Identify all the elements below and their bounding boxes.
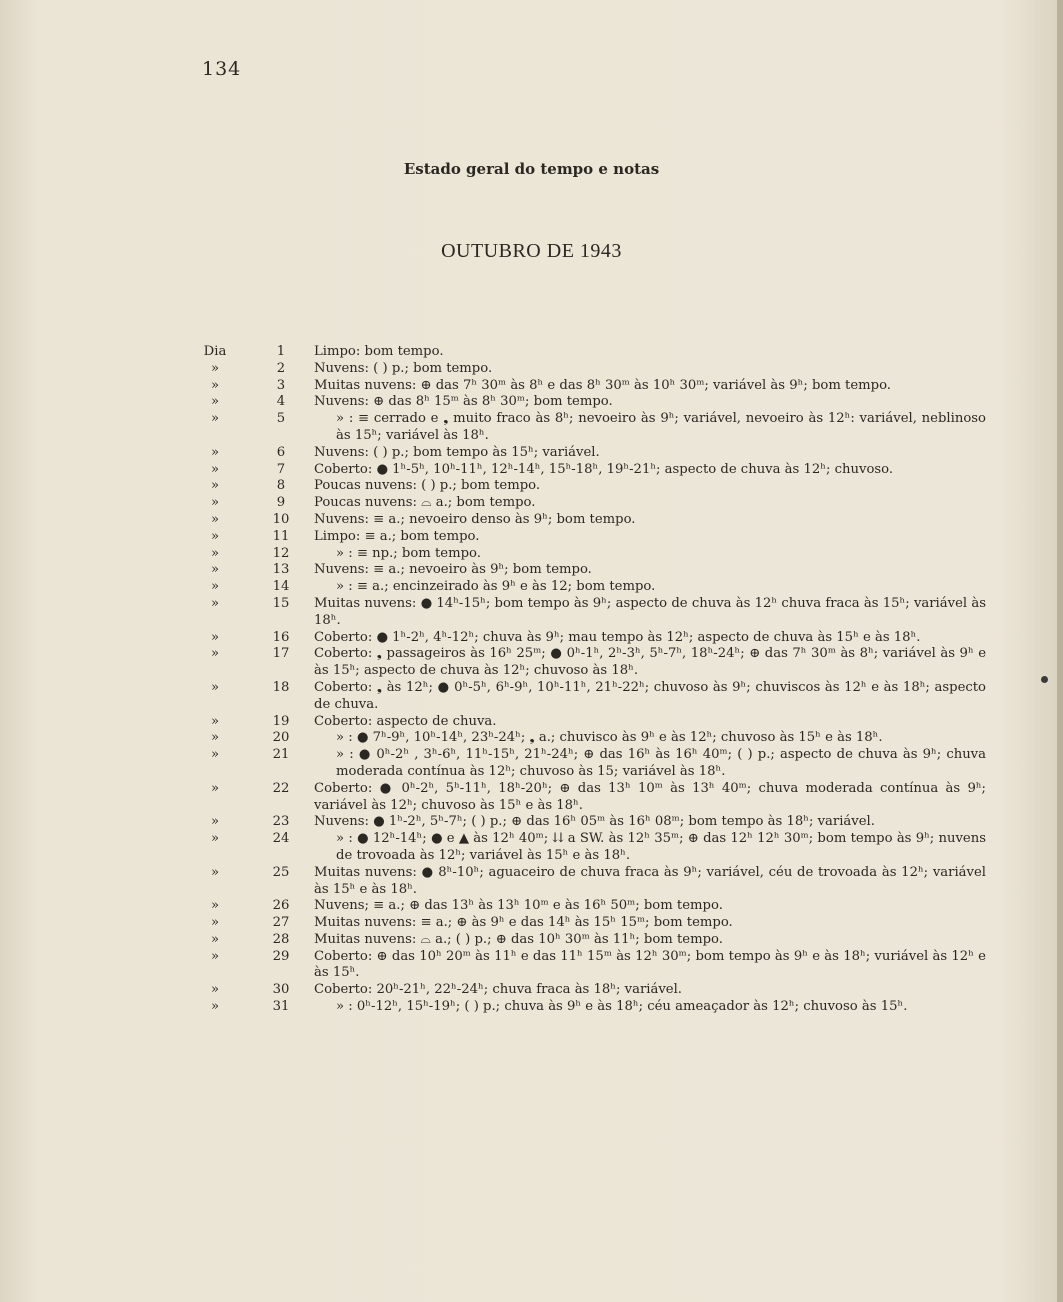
- list-item: [196, 512, 986, 529]
- weather-note: Muitas nuvens: ≡ a.; ⊕ às 9ʰ e das 14ʰ às 15ʰ 15ᵐ; bom tempo.: [314, 915, 733, 931]
- section-title: Estado geral do tempo e notas: [403, 160, 660, 178]
- day-number: 20: [272, 730, 290, 746]
- page-number: 134: [202, 58, 242, 80]
- weather-note: Muitas nuvens: ⊕ das 7ʰ 30ᵐ às 8ʰ e das 8ʰ 30ᵐ às 10ʰ 30ᵐ; variável às 9ʰ; bom tempo.: [314, 377, 891, 393]
- weather-note: Coberto: ❟ às 12ʰ; ● 0ʰ-5ʰ, 6ʰ-9ʰ, 10ʰ-11ʰ, 21ʰ-22ʰ; chuvoso às 9ʰ; chuviscos às 12ʰ e às 18ʰ; aspecto de chuva.: [314, 679, 986, 712]
- day-number: 25: [272, 864, 290, 880]
- day-number: 7: [276, 461, 286, 477]
- weather-entries-list: [196, 344, 986, 1016]
- ditto-mark: »: [210, 629, 220, 645]
- weather-note: Coberto: 20ʰ-21ʰ, 22ʰ-24ʰ; chuva fraca às 18ʰ; variável.: [314, 982, 682, 998]
- ditto-mark: »: [210, 713, 220, 729]
- weather-note: Muitas nuvens: ⌓ a.; ( ) p.; ⊕ das 10ʰ 30ᵐ às 11ʰ; bom tempo.: [314, 931, 723, 947]
- day-number: 18: [272, 679, 290, 695]
- ditto-mark: »: [210, 411, 220, 427]
- weather-note: Nuvens: ⊕ das 8ʰ 15ᵐ às 8ʰ 30ᵐ; bom tempo.: [314, 394, 613, 410]
- ditto-mark: »: [210, 747, 220, 763]
- day-number: 4: [276, 394, 286, 410]
- weather-note: » : 0ʰ-12ʰ, 15ʰ-19ʰ; ( ) p.; chuva às 9ʰ e às 18ʰ; céu ameaçador às 12ʰ; chuvoso às 15ʰ.: [336, 999, 908, 1015]
- list-item: [196, 630, 986, 647]
- list-item: [196, 747, 986, 781]
- day-number: 11: [272, 528, 290, 544]
- weather-note: Nuvens: ( ) p.; bom tempo.: [314, 360, 493, 376]
- ditto-mark: »: [210, 982, 220, 998]
- weather-note: » : ≡ np.; bom tempo.: [336, 545, 481, 561]
- weather-note: Limpo: ≡ a.; bom tempo.: [314, 528, 480, 544]
- day-number: 19: [272, 713, 290, 729]
- day-number: 5: [276, 411, 286, 427]
- list-item: [196, 478, 986, 495]
- list-item: [196, 495, 986, 512]
- weather-note: Muitas nuvens: ● 8ʰ-10ʰ; aguaceiro de chuva fraca às 9ʰ; variável, céu de trovoada às 12ʰ; variável às 15ʰ e às 18ʰ.: [314, 864, 986, 897]
- list-item: [196, 915, 986, 932]
- day-number: 24: [272, 831, 290, 847]
- weather-note: Nuvens: ≡ a.; nevoeiro às 9ʰ; bom tempo.: [314, 562, 592, 578]
- ditto-mark: »: [210, 528, 220, 544]
- weather-note: Nuvens; ≡ a.; ⊕ das 13ʰ às 13ʰ 10ᵐ e às 16ʰ 50ᵐ; bom tempo.: [314, 898, 723, 914]
- day-number: 23: [272, 814, 290, 830]
- list-item: [196, 781, 986, 815]
- day-number: 17: [272, 646, 290, 662]
- list-item: [196, 730, 986, 747]
- weather-note: Coberto: ● 1ʰ-5ʰ, 10ʰ-11ʰ, 12ʰ-14ʰ, 15ʰ-18ʰ, 19ʰ-21ʰ; aspecto de chuva às 12ʰ; chuvoso.: [314, 461, 894, 477]
- list-item: [196, 394, 986, 411]
- day-number: 2: [276, 360, 286, 376]
- weather-note: » : ≡ cerrado e ❟ muito fraco às 8ʰ; nevoeiro às 9ʰ; variável, nevoeiro às 12ʰ: variável, neblinoso às 15ʰ; variável às 18ʰ.: [336, 411, 986, 443]
- weather-note: Coberto: ● 0ʰ-2ʰ, 5ʰ-11ʰ, 18ʰ-20ʰ; ⊕ das 13ʰ 10ᵐ às 13ʰ 40ᵐ; chuva moderada contínua às 9ʰ; variável às 12ʰ; chuvoso às 15ʰ e às 18ʰ.: [314, 780, 986, 813]
- list-item: [196, 932, 986, 949]
- day-number: 26: [272, 898, 290, 914]
- weather-note: Nuvens: ( ) p.; bom tempo às 15ʰ; variável.: [314, 444, 600, 460]
- weather-note: Nuvens: ≡ a.; nevoeiro denso às 9ʰ; bom tempo.: [314, 511, 636, 527]
- day-number: 12: [272, 545, 290, 561]
- ditto-mark: »: [210, 444, 220, 460]
- weather-note: Coberto: ● 1ʰ-2ʰ, 4ʰ-12ʰ; chuva às 9ʰ; mau tempo às 12ʰ; aspecto de chuva às 15ʰ e às 18ʰ.: [314, 629, 921, 645]
- weather-note: Coberto: ⊕ das 10ʰ 20ᵐ às 11ʰ e das 11ʰ 15ᵐ às 12ʰ 30ᵐ; bom tempo às 9ʰ e às 18ʰ; vuriável às 12ʰ e às 15ʰ.: [314, 948, 986, 981]
- day-number: 3: [276, 377, 286, 393]
- day-number: 8: [276, 478, 286, 494]
- ditto-mark: »: [210, 931, 220, 947]
- list-item: [196, 831, 986, 865]
- list-item: [196, 529, 986, 546]
- day-number: 9: [276, 495, 286, 511]
- ditto-mark: »: [210, 915, 220, 931]
- weather-note: » : ● 7ʰ-9ʰ, 10ʰ-14ʰ, 23ʰ-24ʰ; ❟ a.; chuvisco às 9ʰ e às 12ʰ; chuvoso às 15ʰ e às 18ʰ.: [336, 730, 883, 746]
- weather-note: » : ● 0ʰ-2ʰ , 3ʰ-6ʰ, 11ʰ-15ʰ, 21ʰ-24ʰ; ⊕ das 16ʰ às 16ʰ 40ᵐ; ( ) p.; aspecto de chuva às 9ʰ; chuva moderada contínua às 12ʰ; chuvoso às 15; variável às 18ʰ.: [336, 747, 986, 779]
- list-item: [196, 714, 986, 731]
- list-item: [196, 865, 986, 899]
- ditto-mark: »: [210, 730, 220, 746]
- weather-note: Limpo: bom tempo.: [314, 344, 444, 359]
- ditto-mark: »: [210, 780, 220, 796]
- day-number: 22: [272, 780, 290, 796]
- day-number: 30: [272, 982, 290, 998]
- list-item: [196, 361, 986, 378]
- day-number: 1: [276, 344, 286, 359]
- weather-note: Coberto: ❟ passageiros às 16ʰ 25ᵐ; ● 0ʰ-1ʰ, 2ʰ-3ʰ, 5ʰ-7ʰ, 18ʰ-24ʰ; ⊕ das 7ʰ 30ᵐ às 8ʰ; variável às 9ʰ e às 15ʰ; aspecto de chuva às 12ʰ; chuvoso às 18ʰ.: [314, 646, 986, 679]
- list-item: [196, 949, 986, 983]
- list-item: [196, 814, 986, 831]
- weather-note: Poucas nuvens: ( ) p.; bom tempo.: [314, 478, 541, 494]
- dia-label: Dia: [203, 344, 227, 359]
- day-number: 28: [272, 931, 290, 947]
- day-number: 21: [272, 747, 290, 763]
- ditto-mark: »: [210, 377, 220, 393]
- day-number: 15: [272, 595, 290, 611]
- list-item: [196, 462, 986, 479]
- weather-note: Muitas nuvens: ● 14ʰ-15ʰ; bom tempo às 9ʰ; aspecto de chuva às 12ʰ chuva fraca às 15ʰ; variável às 18ʰ.: [314, 595, 986, 628]
- list-item: [196, 445, 986, 462]
- ditto-mark: »: [210, 814, 220, 830]
- day-number: 29: [272, 948, 290, 964]
- day-number: 10: [272, 511, 290, 527]
- list-item: [196, 579, 986, 596]
- day-number: 27: [272, 915, 290, 931]
- day-number: 14: [272, 579, 290, 595]
- list-item: [196, 999, 986, 1016]
- weather-note: » : ≡ a.; encinzeirado às 9ʰ e às 12; bom tempo.: [336, 579, 656, 595]
- month-heading: OUTUBRO DE 1943: [441, 240, 622, 262]
- ditto-mark: »: [210, 461, 220, 477]
- ditto-mark: »: [210, 898, 220, 914]
- ditto-mark: »: [210, 864, 220, 880]
- day-number: 13: [272, 562, 290, 578]
- ditto-mark: »: [210, 646, 220, 662]
- day-number: 6: [276, 444, 286, 460]
- weather-note: Nuvens: ● 1ʰ-2ʰ, 5ʰ-7ʰ; ( ) p.; ⊕ das 16ʰ 05ᵐ às 16ʰ 08ᵐ; bom tempo às 18ʰ; variável.: [314, 814, 875, 830]
- day-number: 16: [272, 629, 290, 645]
- weather-note: » : ● 12ʰ-14ʰ; ● e ▲ às 12ʰ 40ᵐ; ⇊ a SW. às 12ʰ 35ᵐ; ⊕ das 12ʰ 12ʰ 30ᵐ; bom tempo às 9ʰ; nuvens de trovoada às 12ʰ; variável às 15ʰ e às 18ʰ.: [336, 831, 986, 863]
- ditto-mark: »: [210, 999, 220, 1015]
- list-item: [196, 898, 986, 915]
- ditto-mark: »: [210, 545, 220, 561]
- weather-note: Poucas nuvens: ⌓ a.; bom tempo.: [314, 495, 536, 511]
- list-item: [196, 646, 986, 680]
- ditto-mark: »: [210, 394, 220, 410]
- ditto-mark: »: [210, 595, 220, 611]
- ditto-mark: »: [210, 478, 220, 494]
- ditto-mark: »: [210, 562, 220, 578]
- ditto-mark: »: [210, 679, 220, 695]
- ditto-mark: »: [210, 511, 220, 527]
- ditto-mark: »: [210, 831, 220, 847]
- day-number: 31: [272, 999, 290, 1015]
- ditto-mark: »: [210, 579, 220, 595]
- list-item: [196, 596, 986, 630]
- list-item: [196, 378, 986, 395]
- ink-spot: [1041, 676, 1048, 683]
- ditto-mark: »: [210, 360, 220, 376]
- list-item: [196, 546, 986, 563]
- ditto-mark: »: [210, 495, 220, 511]
- list-item: [196, 411, 986, 445]
- list-item: [196, 680, 986, 714]
- weather-note: Coberto: aspecto de chuva.: [314, 713, 497, 729]
- page-edge: [1057, 0, 1063, 1302]
- ditto-mark: »: [210, 948, 220, 964]
- list-item: [196, 982, 986, 999]
- list-item: [196, 562, 986, 579]
- list-item: [196, 344, 986, 361]
